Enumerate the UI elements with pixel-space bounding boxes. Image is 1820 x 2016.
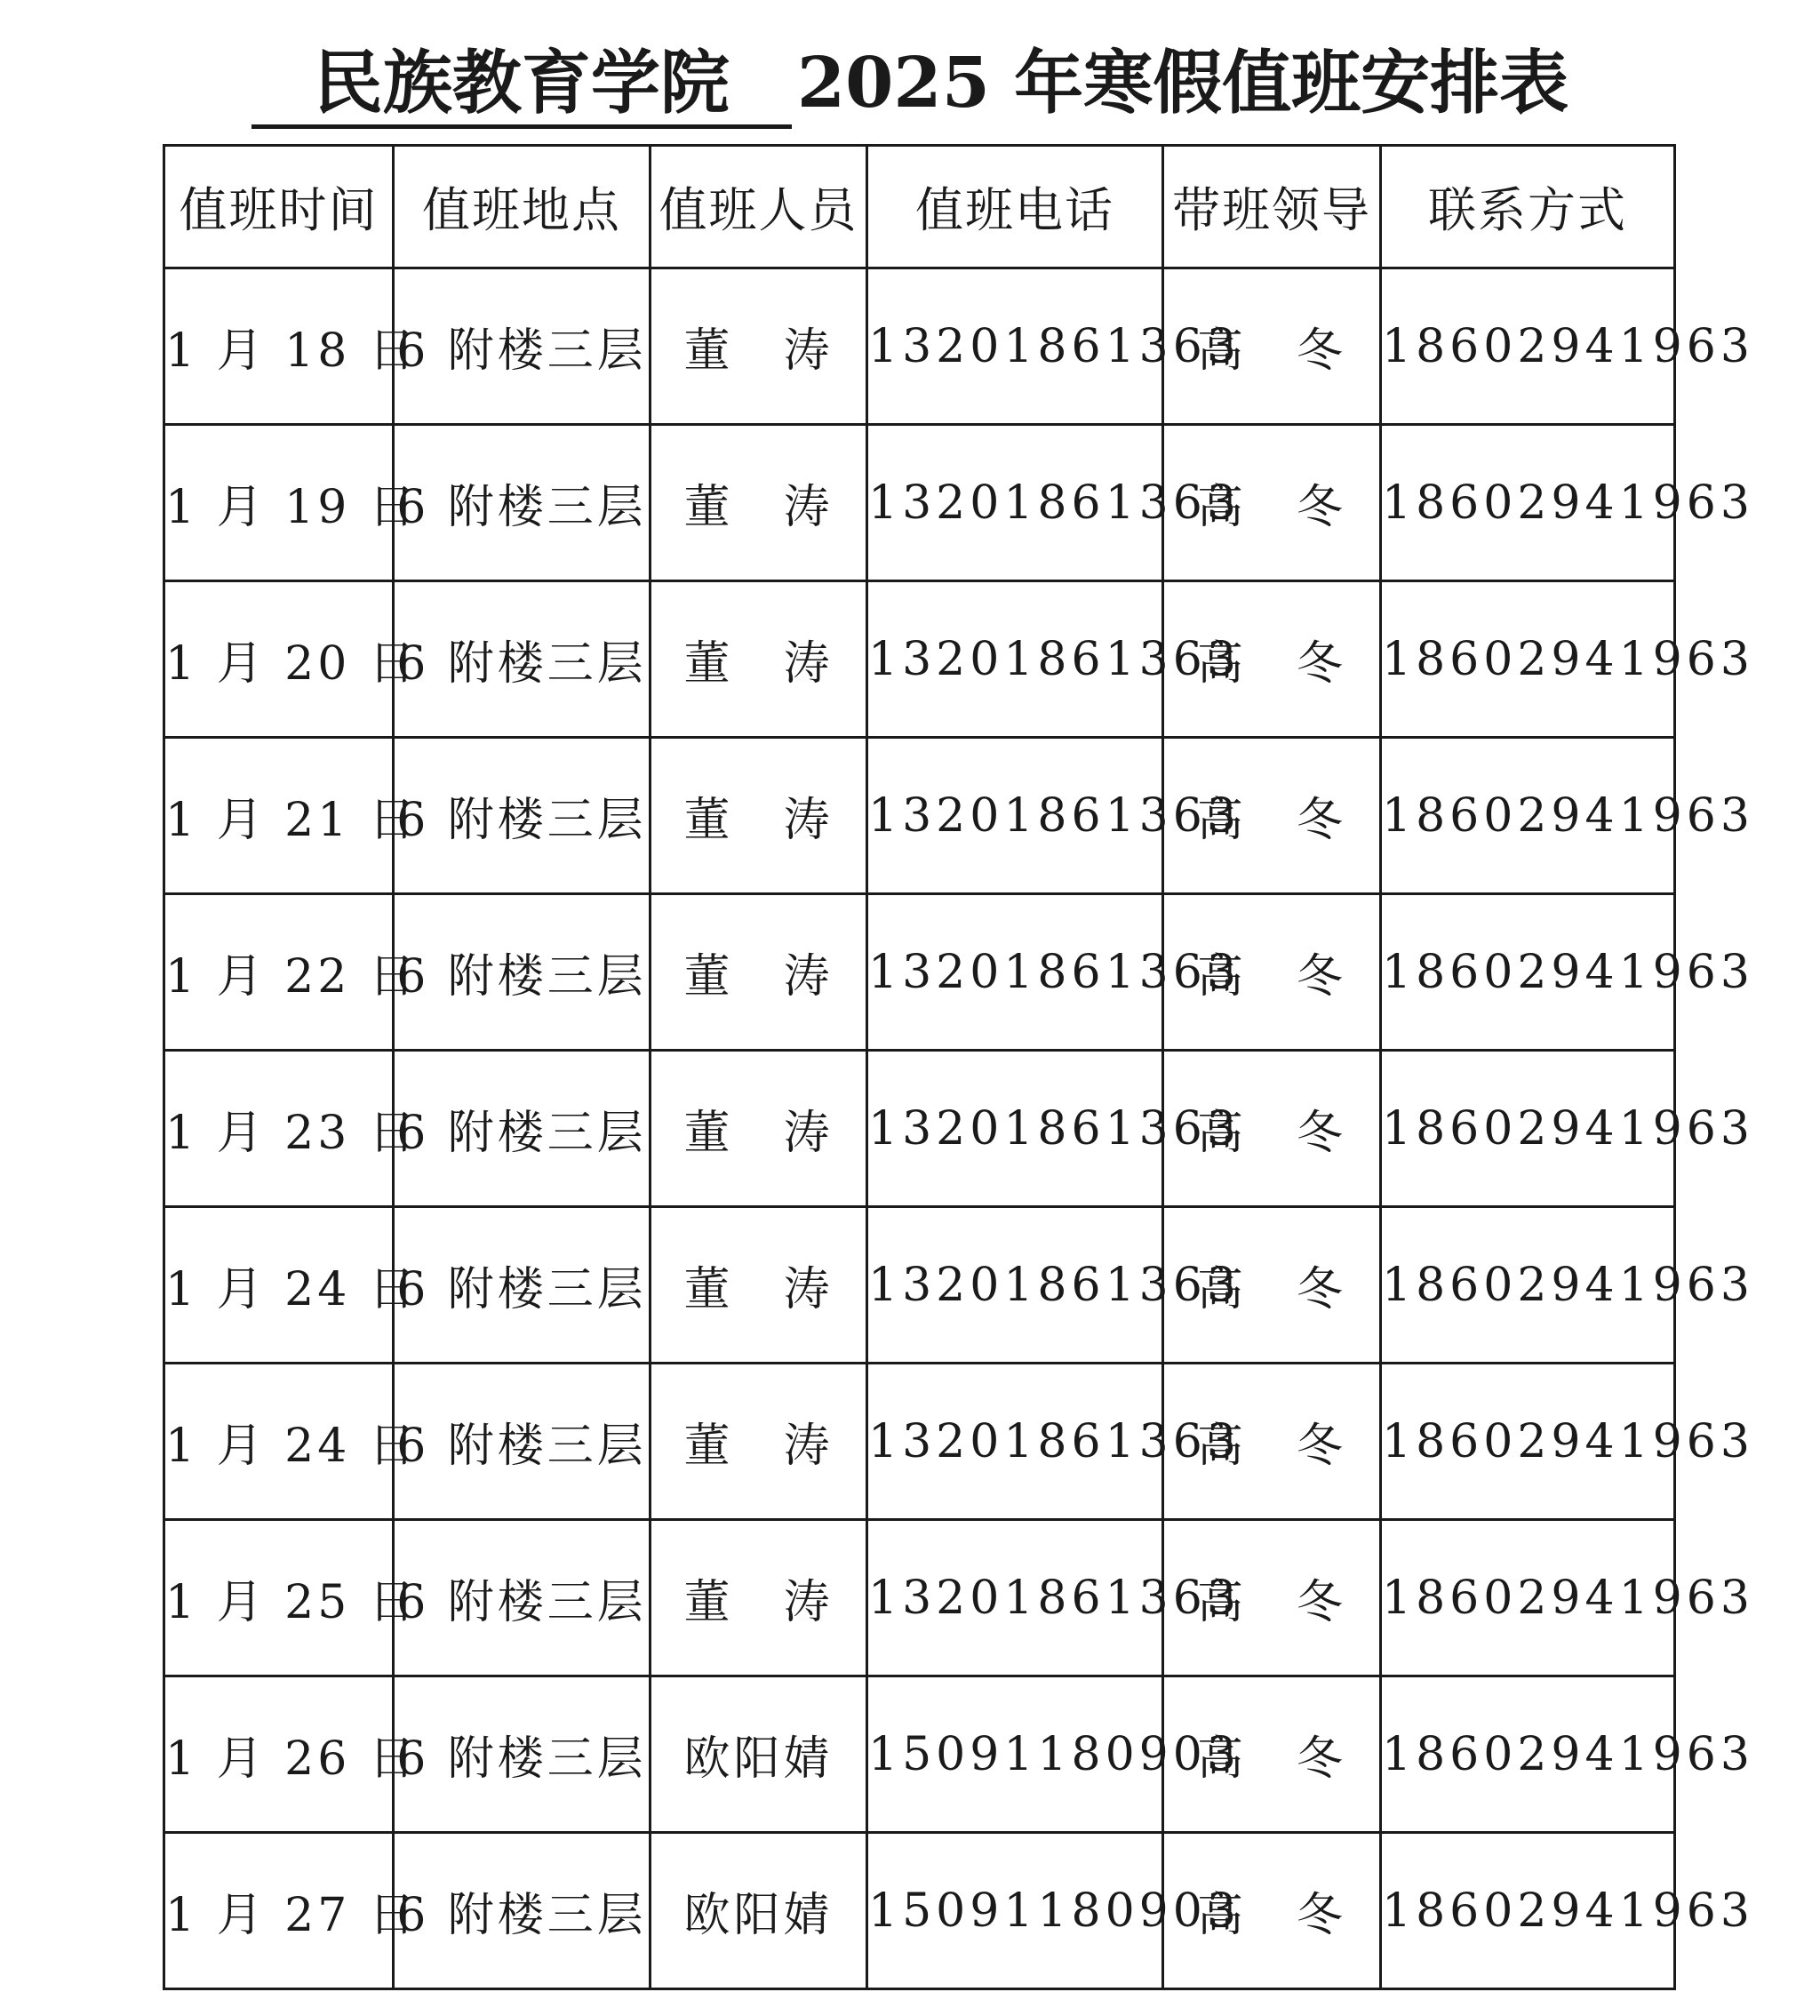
cell-leader: 高 冬 [1163, 581, 1381, 738]
cell-contact: 18602941963 [1381, 425, 1675, 581]
header-duty-staff: 值班人员 [651, 146, 867, 268]
cell-contact: 18602941963 [1381, 1833, 1675, 1989]
table-row [164, 1676, 1675, 1833]
cell-location: 6 附楼三层 [394, 268, 651, 425]
cell-contact: 18602941963 [1381, 268, 1675, 425]
cell-contact: 18602941963 [1381, 894, 1675, 1051]
cell-staff: 董 涛 [651, 1364, 867, 1520]
cell-staff: 董 涛 [651, 268, 867, 425]
cell-staff: 董 涛 [651, 1207, 867, 1364]
cell-leader: 高 冬 [1163, 425, 1381, 581]
cell-location: 6 附楼三层 [394, 894, 651, 1051]
title-main: 2025 年寒假值班安排表 [796, 43, 1569, 124]
cell-date: 1 月 19 日 [164, 425, 394, 581]
cell-date: 1 月 18 日 [164, 268, 394, 425]
cell-location: 6 附楼三层 [394, 1520, 651, 1676]
cell-leader: 高 冬 [1163, 1676, 1381, 1833]
cell-phone: 13201861363 [867, 268, 1163, 425]
cell-location: 6 附楼三层 [394, 738, 651, 894]
cell-location: 6 附楼三层 [394, 1207, 651, 1364]
cell-leader: 高 冬 [1163, 1207, 1381, 1364]
cell-date: 1 月 27 日 [164, 1833, 394, 1989]
cell-phone: 15091180903 [867, 1676, 1163, 1833]
table-row [164, 268, 1675, 425]
table-row [164, 1520, 1675, 1676]
cell-staff: 欧阳婧 [651, 1833, 867, 1989]
header-duty-time: 值班时间 [164, 146, 394, 268]
cell-location: 6 附楼三层 [394, 1364, 651, 1520]
table-header [164, 146, 1675, 268]
cell-leader: 高 冬 [1163, 1833, 1381, 1989]
page-title [0, 41, 1820, 129]
table-body [164, 268, 1754, 1989]
table-row [164, 581, 1675, 738]
cell-leader: 高 冬 [1163, 268, 1381, 425]
cell-phone: 13201861363 [867, 425, 1163, 581]
cell-leader: 高 冬 [1163, 894, 1381, 1051]
cell-date: 1 月 20 日 [164, 581, 394, 738]
cell-phone: 13201861363 [867, 738, 1163, 894]
cell-staff: 欧阳婧 [651, 1676, 867, 1833]
cell-staff: 董 涛 [651, 738, 867, 894]
title-organization: 民族教育学院 [251, 43, 792, 129]
cell-phone: 13201861363 [867, 581, 1163, 738]
cell-date: 1 月 23 日 [164, 1051, 394, 1207]
cell-date: 1 月 26 日 [164, 1676, 394, 1833]
cell-phone: 13201861363 [867, 1051, 1163, 1207]
cell-phone: 13201861363 [867, 1364, 1163, 1520]
cell-location: 6 附楼三层 [394, 581, 651, 738]
header-row [164, 146, 1675, 268]
duty-schedule-table [163, 144, 1754, 1990]
table-row [164, 1207, 1675, 1364]
cell-date: 1 月 21 日 [164, 738, 394, 894]
cell-location: 6 附楼三层 [394, 1833, 651, 1989]
table-row [164, 425, 1675, 581]
cell-phone: 13201861363 [867, 894, 1163, 1051]
cell-date: 1 月 22 日 [164, 894, 394, 1051]
cell-leader: 高 冬 [1163, 738, 1381, 894]
cell-contact: 18602941963 [1381, 738, 1675, 894]
cell-contact: 18602941963 [1381, 1207, 1675, 1364]
cell-leader: 高 冬 [1163, 1364, 1381, 1520]
cell-contact: 18602941963 [1381, 1364, 1675, 1520]
header-contact: 联系方式 [1381, 146, 1675, 268]
header-duty-phone: 值班电话 [867, 146, 1163, 268]
cell-date: 1 月 24 日 [164, 1207, 394, 1364]
cell-staff: 董 涛 [651, 1520, 867, 1676]
cell-contact: 18602941963 [1381, 1520, 1675, 1676]
table-row [164, 1051, 1675, 1207]
cell-leader: 高 冬 [1163, 1051, 1381, 1207]
header-duty-location: 值班地点 [394, 146, 651, 268]
cell-staff: 董 涛 [651, 581, 867, 738]
cell-phone: 13201861363 [867, 1207, 1163, 1364]
cell-contact: 18602941963 [1381, 581, 1675, 738]
header-leader: 带班领导 [1163, 146, 1381, 268]
table-row [164, 894, 1675, 1051]
cell-location: 6 附楼三层 [394, 1676, 651, 1833]
cell-date: 1 月 25 日 [164, 1520, 394, 1676]
cell-date: 1 月 24 日 [164, 1364, 394, 1520]
cell-contact: 18602941963 [1381, 1051, 1675, 1207]
table-row [164, 738, 1675, 894]
cell-phone: 13201861363 [867, 1520, 1163, 1676]
cell-location: 6 附楼三层 [394, 1051, 651, 1207]
cell-staff: 董 涛 [651, 425, 867, 581]
cell-leader: 高 冬 [1163, 1520, 1381, 1676]
cell-phone: 15091180903 [867, 1833, 1163, 1989]
cell-contact: 18602941963 [1381, 1676, 1675, 1833]
cell-staff: 董 涛 [651, 1051, 867, 1207]
table-row [164, 1833, 1675, 1989]
table-row [164, 1364, 1675, 1520]
cell-staff: 董 涛 [651, 894, 867, 1051]
cell-location: 6 附楼三层 [394, 425, 651, 581]
